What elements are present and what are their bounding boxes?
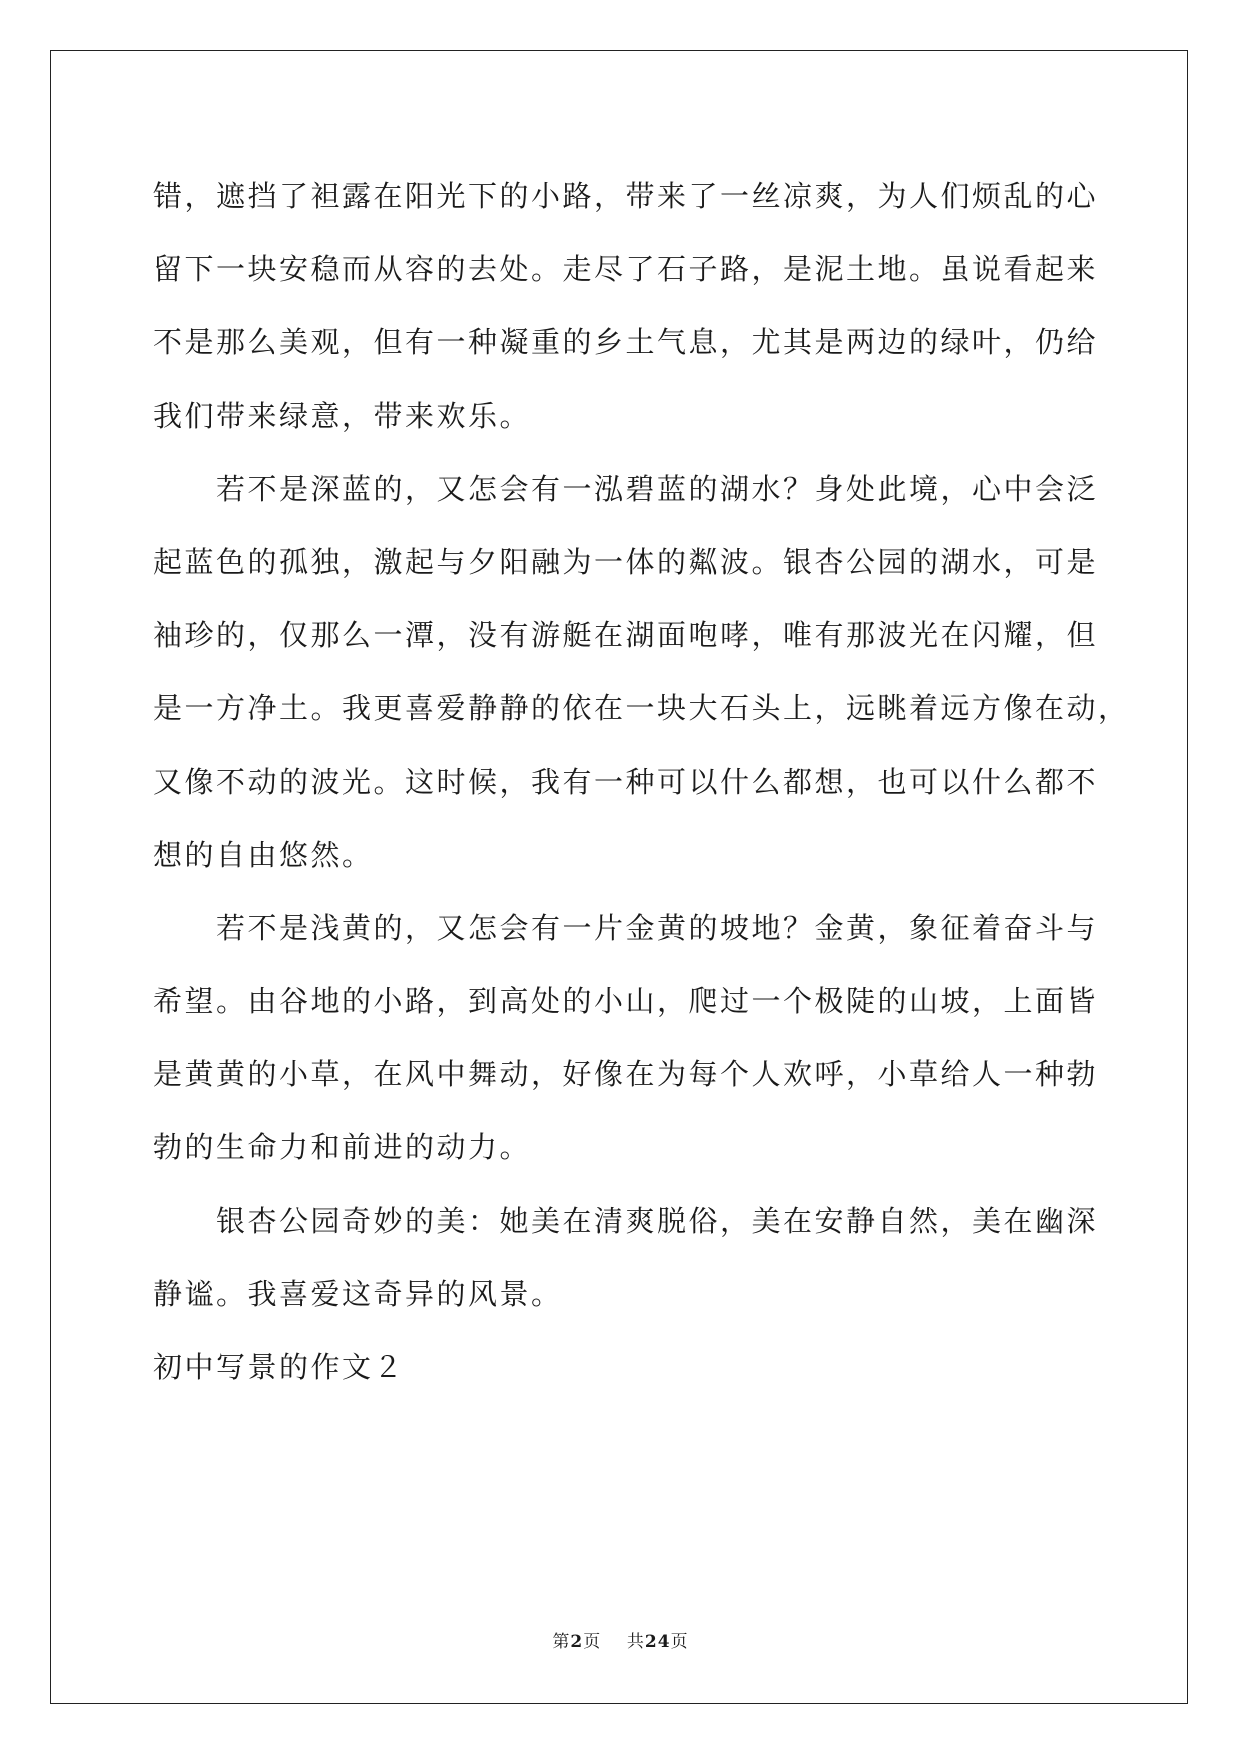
text-line: 留下一块安稳而从容的去处。走尽了石子路，是泥土地。虽说看起来: [153, 252, 1099, 287]
document-body: [153, 160, 1130, 1404]
total-prefix: 共: [626, 1632, 645, 1652]
page-suffix: 页: [583, 1632, 602, 1652]
text-line: 是一方净土。我更喜爱静静的依在一块大石头上，远眺着远方像在动，: [153, 691, 1130, 726]
text-line: 若不是浅黄的，又怎会有一片金黄的坡地？金黄，象征着奋斗与: [153, 910, 1099, 945]
text-line: 不是那么美观，但有一种凝重的乡土气息，尤其是两边的绿叶，仍给: [153, 325, 1099, 360]
text-line: 是黄黄的小草，在风中舞动，好像在为每个人欢呼，小草给人一种勃: [153, 1057, 1099, 1092]
text-line: 静谧。我喜爱这奇异的风景。: [153, 1276, 563, 1311]
section-heading: 初中写景的作文２: [153, 1350, 406, 1384]
text-line: 错，遮挡了袒露在阳光下的小路，带来了一丝凉爽，为人们烦乱的心: [153, 179, 1099, 213]
text-line: 若不是深蓝的，又怎会有一泓碧蓝的湖水？身处此境，心中会泛: [153, 471, 1099, 506]
footer-prefix: 第: [552, 1632, 571, 1652]
total-pages: 24: [644, 1632, 671, 1652]
text-line: 我们带来绿意，带来欢乐。: [153, 398, 532, 433]
total-suffix: 页: [670, 1632, 689, 1652]
text-line: 起蓝色的孤独，激起与夕阳融为一体的粼波。银杏公园的湖水，可是: [153, 544, 1099, 579]
text-line: 想的自由悠然。: [153, 837, 374, 872]
text-line: 勃的生命力和前进的动力。: [153, 1130, 532, 1165]
page-footer: [0, 1627, 1241, 1652]
text-line: 银杏公园奇妙的美：她美在清爽脱俗，美在安静自然，美在幽深: [153, 1203, 1099, 1238]
text-line: 希望。由谷地的小路，到高处的小山，爬过一个极陡的山坡，上面皆: [153, 984, 1099, 1019]
text-line: 袖珍的，仅那么一潭，没有游艇在湖面咆哮，唯有那波光在闪耀，但: [153, 618, 1099, 653]
page-number: 2: [570, 1632, 584, 1652]
text-line: 又像不动的波光。这时候，我有一种可以什么都想，也可以什么都不: [153, 764, 1099, 799]
